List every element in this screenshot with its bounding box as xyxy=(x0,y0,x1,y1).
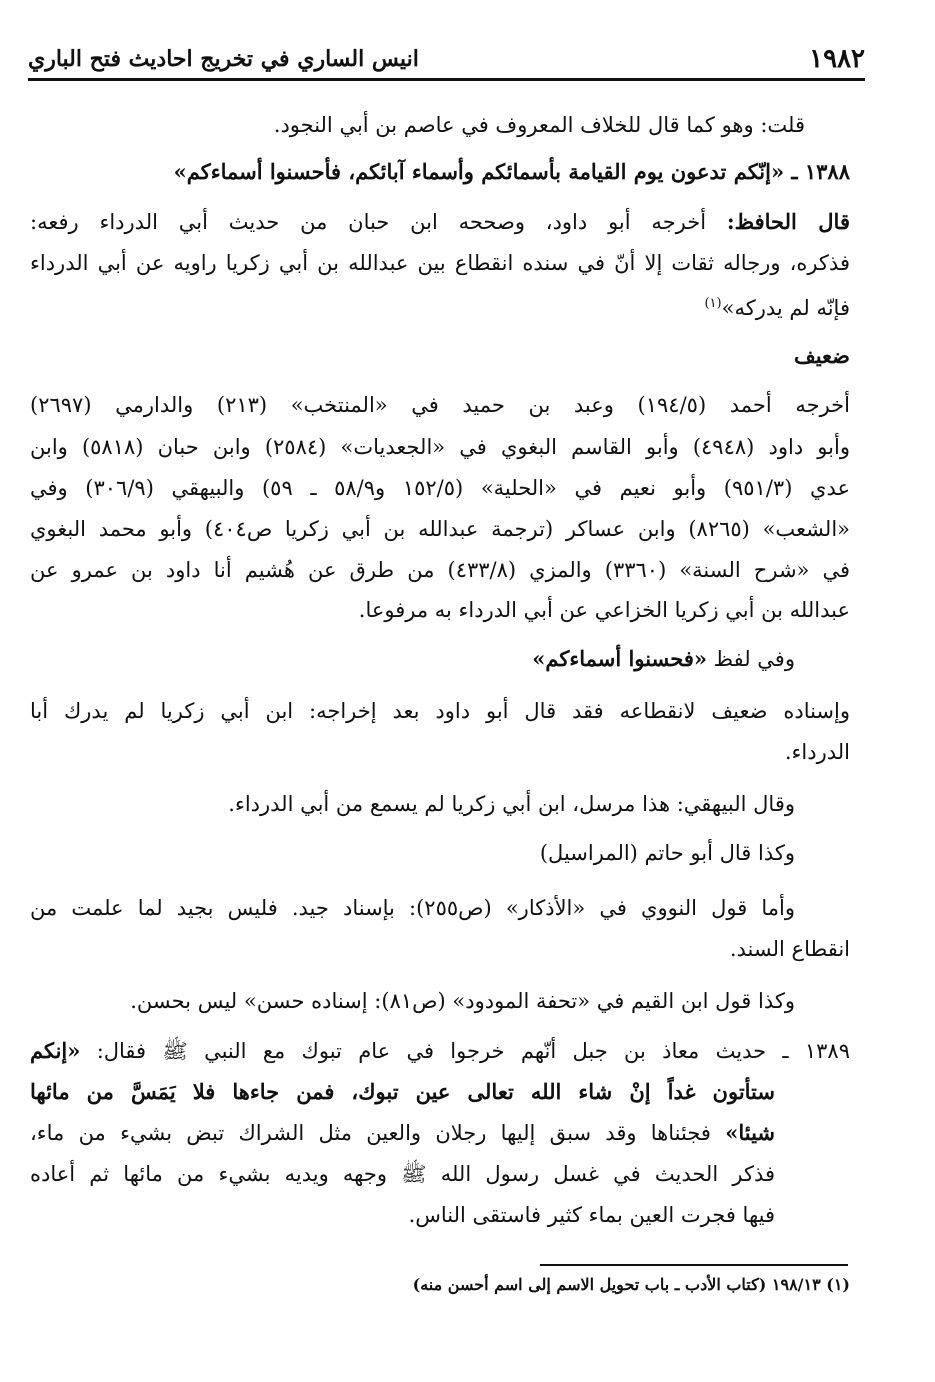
footnote-marker: (١) xyxy=(704,296,722,311)
text-line xyxy=(30,1118,775,1150)
hadith-1388-heading: ١٣٨٨ ـ «إنّكم تدعون يوم القيامة بأسمائكم وأسماء آبائكم، فأحسنوا أسماءكم» xyxy=(173,159,850,184)
text-line: وقال البيهقي: هذا مرسل، ابن أبي زكريا لم يسمع من أبي الدرداء. xyxy=(228,792,795,816)
text-line xyxy=(532,644,795,676)
text-span: وفي لفظ xyxy=(707,647,795,671)
quoted-wording: «إنكم xyxy=(30,1038,81,1063)
text-line: فيها فجرت العين بماء كثير فاستقى الناس. xyxy=(408,1203,775,1227)
text-line: وأبو داود (٤٩٤٨) وأبو القاسم البغوي في «الجعديات» (٢٥٨٤) وابن حبان (٥٨١٨) وابن xyxy=(30,435,850,459)
text-line: قلت: وهو كما قال للخلاف المعروف في عاصم بن أبي النجود. xyxy=(273,113,805,137)
running-title: انيس الساري في تخريج احاديث فتح الباري xyxy=(28,46,419,72)
text-span: فإنّه لم يدركه» xyxy=(721,296,850,320)
text-line: وأما قول النووي في «الأذكار» (ص٢٥٥): بإسناد جيد. فليس بجيد لما علمت من xyxy=(30,896,795,920)
hafiz-line xyxy=(30,207,850,239)
text-line: وإسناده ضعيف لانقطاعه فقد قال أبو داود بعد إخراجه: ابن أبي زكريا لم يدرك أبا xyxy=(30,699,850,723)
grading-heading: ضعيف xyxy=(793,343,850,368)
text-line: فذكره، ورجاله ثقات إلا أنّ في سنده انقطاع بين عبدالله بن أبي زكريا راويه عن أبي الدرداء xyxy=(30,251,850,275)
text-line: الدرداء. xyxy=(784,740,850,764)
text-line xyxy=(704,289,850,321)
page-number: ١٩٨٢ xyxy=(809,44,865,74)
text-line: ستأتون غداً إنْ شاء الله تعالى عين تبوك، فمن جاءها فلا يَمَسَّ من مائها xyxy=(30,1079,775,1104)
quoted-wording: شيئا» xyxy=(725,1120,775,1145)
text-line: عدي (٩٥١/٣) وأبو نعيم في «الحلية» (١٥٢/٥ و٥٨/٩ ـ ٥٩) والبيهقي (٣٠٦/٩) وفي xyxy=(30,476,850,500)
hadith-1389-line xyxy=(30,1036,850,1068)
text-line: انقطاع السند. xyxy=(729,937,850,961)
text-span: فجئناها وقد سبق إليها رجلان والعين مثل الشراك تبض بشيء من ماء، xyxy=(30,1121,726,1145)
quoted-wording: «فحسنوا أسماءكم» xyxy=(532,646,707,671)
text-line: أخرجه أحمد (١٩٤/٥) وعبد بن حميد في «المنتخب» (٢١٣) والدارمي (٢٦٩٧) xyxy=(30,393,850,417)
text-line: وكذا قال أبو حاتم (المراسيل) xyxy=(539,841,795,865)
text-line: عبدالله بن أبي زكريا الخزاعي عن أبي الدرداء به مرفوعا. xyxy=(358,598,850,622)
text-span: ١٣٨٩ ـ حديث معاذ بن جبل أنّهم خرجوا في عام تبوك مع النبي ﷺ فقال: xyxy=(80,1039,850,1063)
header-rule xyxy=(28,78,865,81)
footnote-rule xyxy=(540,1264,848,1266)
page-header xyxy=(28,42,865,82)
hafiz-text: أخرجه أبو داود، وصححه ابن حبان من حديث أبي الدرداء رفعه: xyxy=(30,210,727,234)
text-line: «الشعب» (٨٢٦٥) وابن عساكر (ترجمة عبدالله بن أبي زكريا ص٤٠٤) وأبو محمد البغوي xyxy=(30,517,850,541)
text-line: وكذا قول ابن القيم في «تحفة المودود» (ص٨١): إسناده حسن» ليس بحسن. xyxy=(130,989,795,1013)
hafiz-label: قال الحافظ: xyxy=(726,209,850,234)
text-line: في «شرح السنة» (٣٣٦٠) والمزي (٤٣٣/٨) من طرق عن هُشيم أنا داود بن عمرو عن xyxy=(30,558,850,582)
footnote: (١) ١٩٨/١٣ (كتاب الأدب ـ باب تحويل الاسم إلى اسم أحسن منه) xyxy=(412,1275,850,1294)
text-line: فذكر الحديث في غسل رسول الله ﷺ وجهه ويديه بشيء من مائها ثم أعاده xyxy=(30,1162,776,1186)
